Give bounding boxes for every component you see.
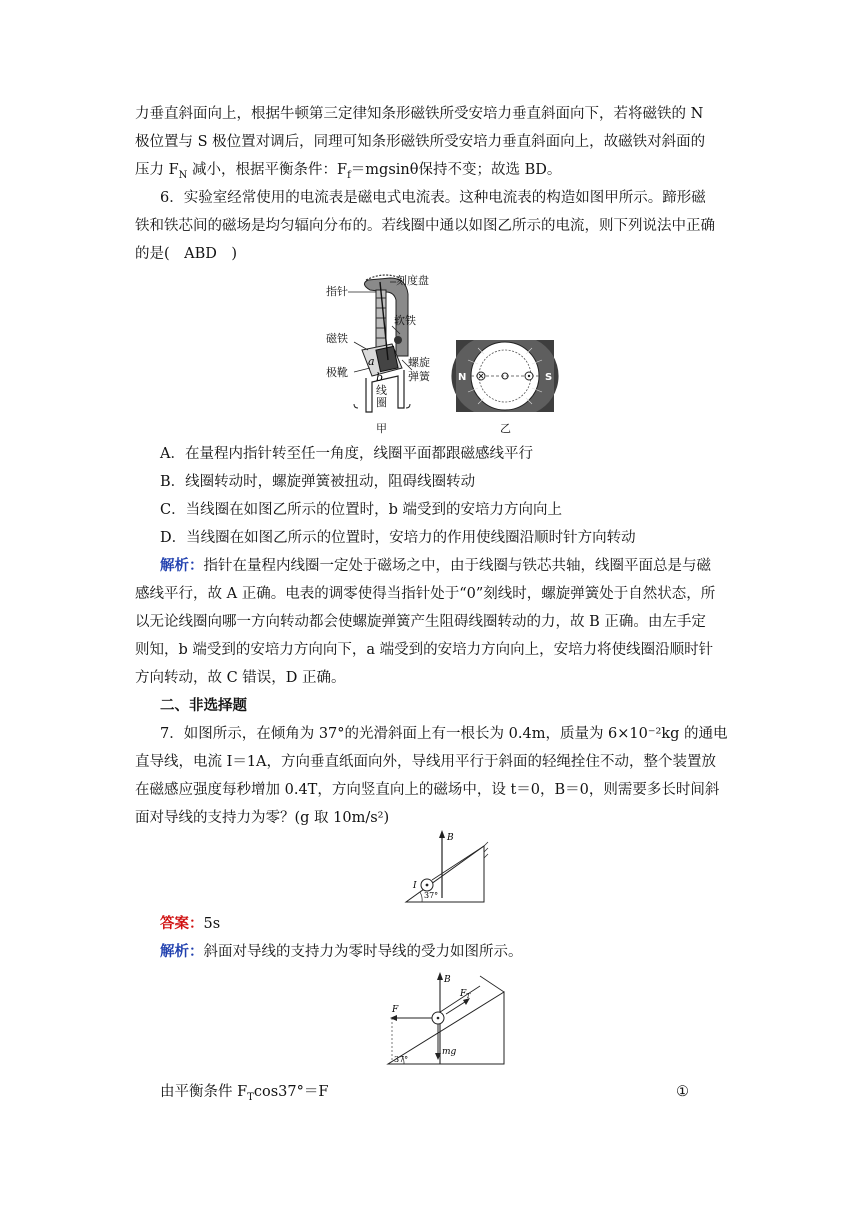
galvanometer-figure: [318, 268, 568, 440]
subscript: N: [178, 169, 188, 181]
option-d: D．当线圈在如图乙所示的位置时，安培力的作用使线圈沿顺时针方向转动: [160, 530, 636, 546]
label-n: N: [458, 372, 467, 383]
question-7-line: 面对导线的支持力为零？(g 取 10m/s²): [135, 810, 390, 826]
equation-line: [160, 1078, 750, 1112]
answer-line: [160, 910, 750, 938]
radial-field-diagram: [451, 340, 558, 435]
label-pointer: 指针: [326, 285, 348, 298]
label-I: I: [413, 881, 417, 891]
analysis-6-line: 以无论线圈向哪一方向转动都会使螺旋弹簧产生阻碍线圈转动的力，故 B 正确。由左手定: [135, 614, 706, 630]
label-FT-sub: T: [466, 993, 471, 1000]
label-spring: 弹簧: [408, 370, 430, 383]
label-B: B: [447, 833, 454, 843]
analysis-7-line: [160, 938, 750, 966]
option-c: C．当线圈在如图乙所示的位置时，b 端受到的安培力方向向上: [160, 502, 562, 518]
analysis-6-line: 则知，b 端受到的安培力方向向下，a 端受到的安培力方向向上，安培力将使线圈沿顺时针: [135, 642, 714, 658]
caption-yi: 乙: [500, 422, 511, 435]
label-pole-shoe: 极靴: [326, 366, 348, 379]
force-diagram: [384, 970, 508, 1066]
equation-number: ①: [676, 1084, 689, 1100]
label-soft-iron: 软铁: [394, 314, 416, 327]
question-7-line: 7．如图所示，在倾角为 37°的光滑斜面上有一根长为 0.4m，质量为 6×10⁻²kg 的通电: [160, 726, 728, 742]
label-mg: mg: [442, 1047, 457, 1057]
label-F: F: [392, 1005, 399, 1015]
subscript: T: [247, 1091, 254, 1103]
label-dial: 刻度盘: [396, 274, 429, 287]
question-6-line: 6．实验室经常使用的电流表是磁电式电流表。这种电流表的构造如图甲所示。蹄形磁: [160, 190, 706, 206]
text-run: 由平衡条件 F: [160, 1084, 248, 1100]
question-6-line: 的是( ABD ): [135, 246, 238, 262]
text-run: 减小，根据平衡条件：F: [187, 162, 348, 178]
analysis-6-line: 感线平行，故 A 正确。电表的调零使得当指针处于“0”刻线时，螺旋弹簧处于自然状态，所: [135, 586, 716, 602]
analysis-label: 解析：: [160, 943, 204, 960]
text-run: 斜面对导线的支持力为零时导线的受力如图所示。: [203, 944, 523, 960]
angle-label: 37°: [424, 891, 439, 900]
paragraph-line: 力垂直斜面向上，根据牛顿第三定律知条形磁铁所受安培力垂直斜面向下，若将磁铁的 N: [135, 106, 704, 122]
option-b: B．线圈转动时，螺旋弹簧被扭动，阻碍线圈转动: [160, 474, 476, 490]
analysis-6-line: [160, 552, 750, 580]
label-coil: 圈: [376, 396, 387, 409]
angle-label: 37°: [394, 1055, 409, 1064]
label-FT-letter: F: [460, 989, 467, 999]
analysis-label: 解析：: [160, 557, 204, 574]
incline-figure: [398, 828, 494, 904]
option-a: A．在量程内指针转至任一角度，线圈平面都跟磁感线平行: [160, 446, 533, 462]
question-7-line: 直导线，电流 I＝1A，方向垂直纸面向外，导线用平行于斜面的轻绳拴住不动，整个装置放: [135, 754, 717, 770]
text-run: 指针在量程内线圈一定处于磁场之中，由于线圈与铁芯共轴，线圈平面总是与磁: [203, 558, 711, 574]
paragraph-line: 极位置与 S 极位置对调后，同理可知条形磁铁所受安培力垂直斜面向上，故磁铁对斜面的: [135, 134, 706, 150]
section-heading: 二、非选择题: [160, 698, 247, 714]
label-spring: 螺旋: [408, 356, 430, 369]
analysis-6-line: 方向转动，故 C 错误，D 正确。: [135, 670, 346, 686]
label-FT: [459, 989, 471, 1000]
label-a: a: [368, 355, 375, 368]
question-6-line: 铁和铁芯间的磁场是均匀辐向分布的。若线圈中通以如图乙所示的电流，则下列说法中正确: [135, 218, 715, 234]
text-run: cos37°＝F: [253, 1084, 329, 1100]
answer-value: 5s: [203, 916, 221, 932]
question-7-line: 在磁感应强度每秒增加 0.4T，方向竖直向上的磁场中，设 t＝0，B＝0，则需要多长时间斜: [135, 782, 720, 798]
meter-construction-diagram: [326, 273, 431, 435]
label-coil: 线: [376, 384, 387, 397]
text-run: ＝mgsinθ保持不变；故选 BD。: [350, 162, 562, 178]
label-s: S: [545, 372, 553, 383]
text-run: 压力 F: [135, 162, 179, 178]
caption-jia: 甲: [376, 422, 387, 435]
subscript: f: [347, 169, 351, 181]
label-B: B: [444, 975, 451, 985]
label-magnet: 磁铁: [326, 332, 348, 345]
label-b: b: [376, 371, 384, 384]
answer-label: 答案：: [160, 915, 204, 932]
